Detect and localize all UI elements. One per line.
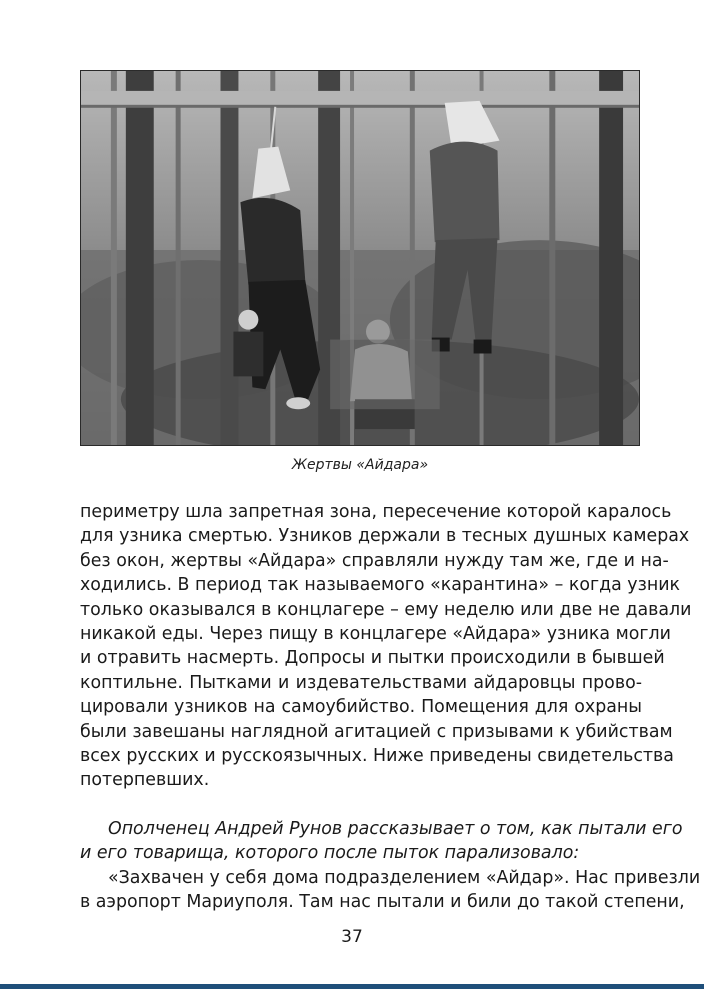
body-line: периметру шла запретная зона, пересечение которой каралось: [80, 502, 672, 522]
page-number: 37: [341, 927, 363, 947]
body-line: были завешаны наглядной агитацией с призывами к убийствам: [80, 721, 673, 742]
figure-caption: Жертвы «Айдара»: [291, 457, 429, 473]
quote-intro-line: и его товарища, которого после пыток парализовало:: [80, 843, 580, 864]
quote-intro: [80, 817, 683, 866]
testimony-quote: [80, 866, 701, 915]
body-line: без окон, жертвы «Айдара» справляли нужду там же, где и на-: [80, 550, 669, 571]
body-line: ходились. В период так называемого «карантина» – когда узник: [80, 575, 681, 596]
quote-line: в аэропорт Мариуполя. Там нас пытали и били до такой степени,: [80, 892, 685, 913]
body-line: потерпевших.: [80, 770, 210, 791]
body-line: никакой еды. Через пищу в концлагере «Айдара» узника могли: [80, 624, 671, 645]
body-line: только оказывался в концлагере – ему неделю или две не давали: [80, 599, 692, 620]
body-line: для узника смертью. Узников держали в тесных душных камерах: [80, 526, 690, 547]
quote-line: «Захвачен у себя дома подразделением «Айдар». Нас привезли: [108, 868, 701, 888]
forest-photo-illustration: [81, 71, 639, 445]
body-line: всех русских и русскоязычных. Ниже приведены свидетельства: [80, 746, 674, 767]
photo-hanging-victims: [80, 70, 640, 446]
body-line: цировали узников на самоубийство. Помещения для охраны: [80, 697, 642, 718]
body-line: коптильне. Пытками и издевательствами айдаровцы прово-: [80, 672, 642, 693]
quote-intro-line: Ополченец Андрей Рунов рассказывает о том, как пытали его: [108, 819, 683, 839]
body-paragraph: [80, 500, 692, 793]
body-line: и отравить насмерть. Допросы и пытки происходили в бывшей: [80, 648, 665, 669]
bottom-rule: [0, 984, 704, 989]
